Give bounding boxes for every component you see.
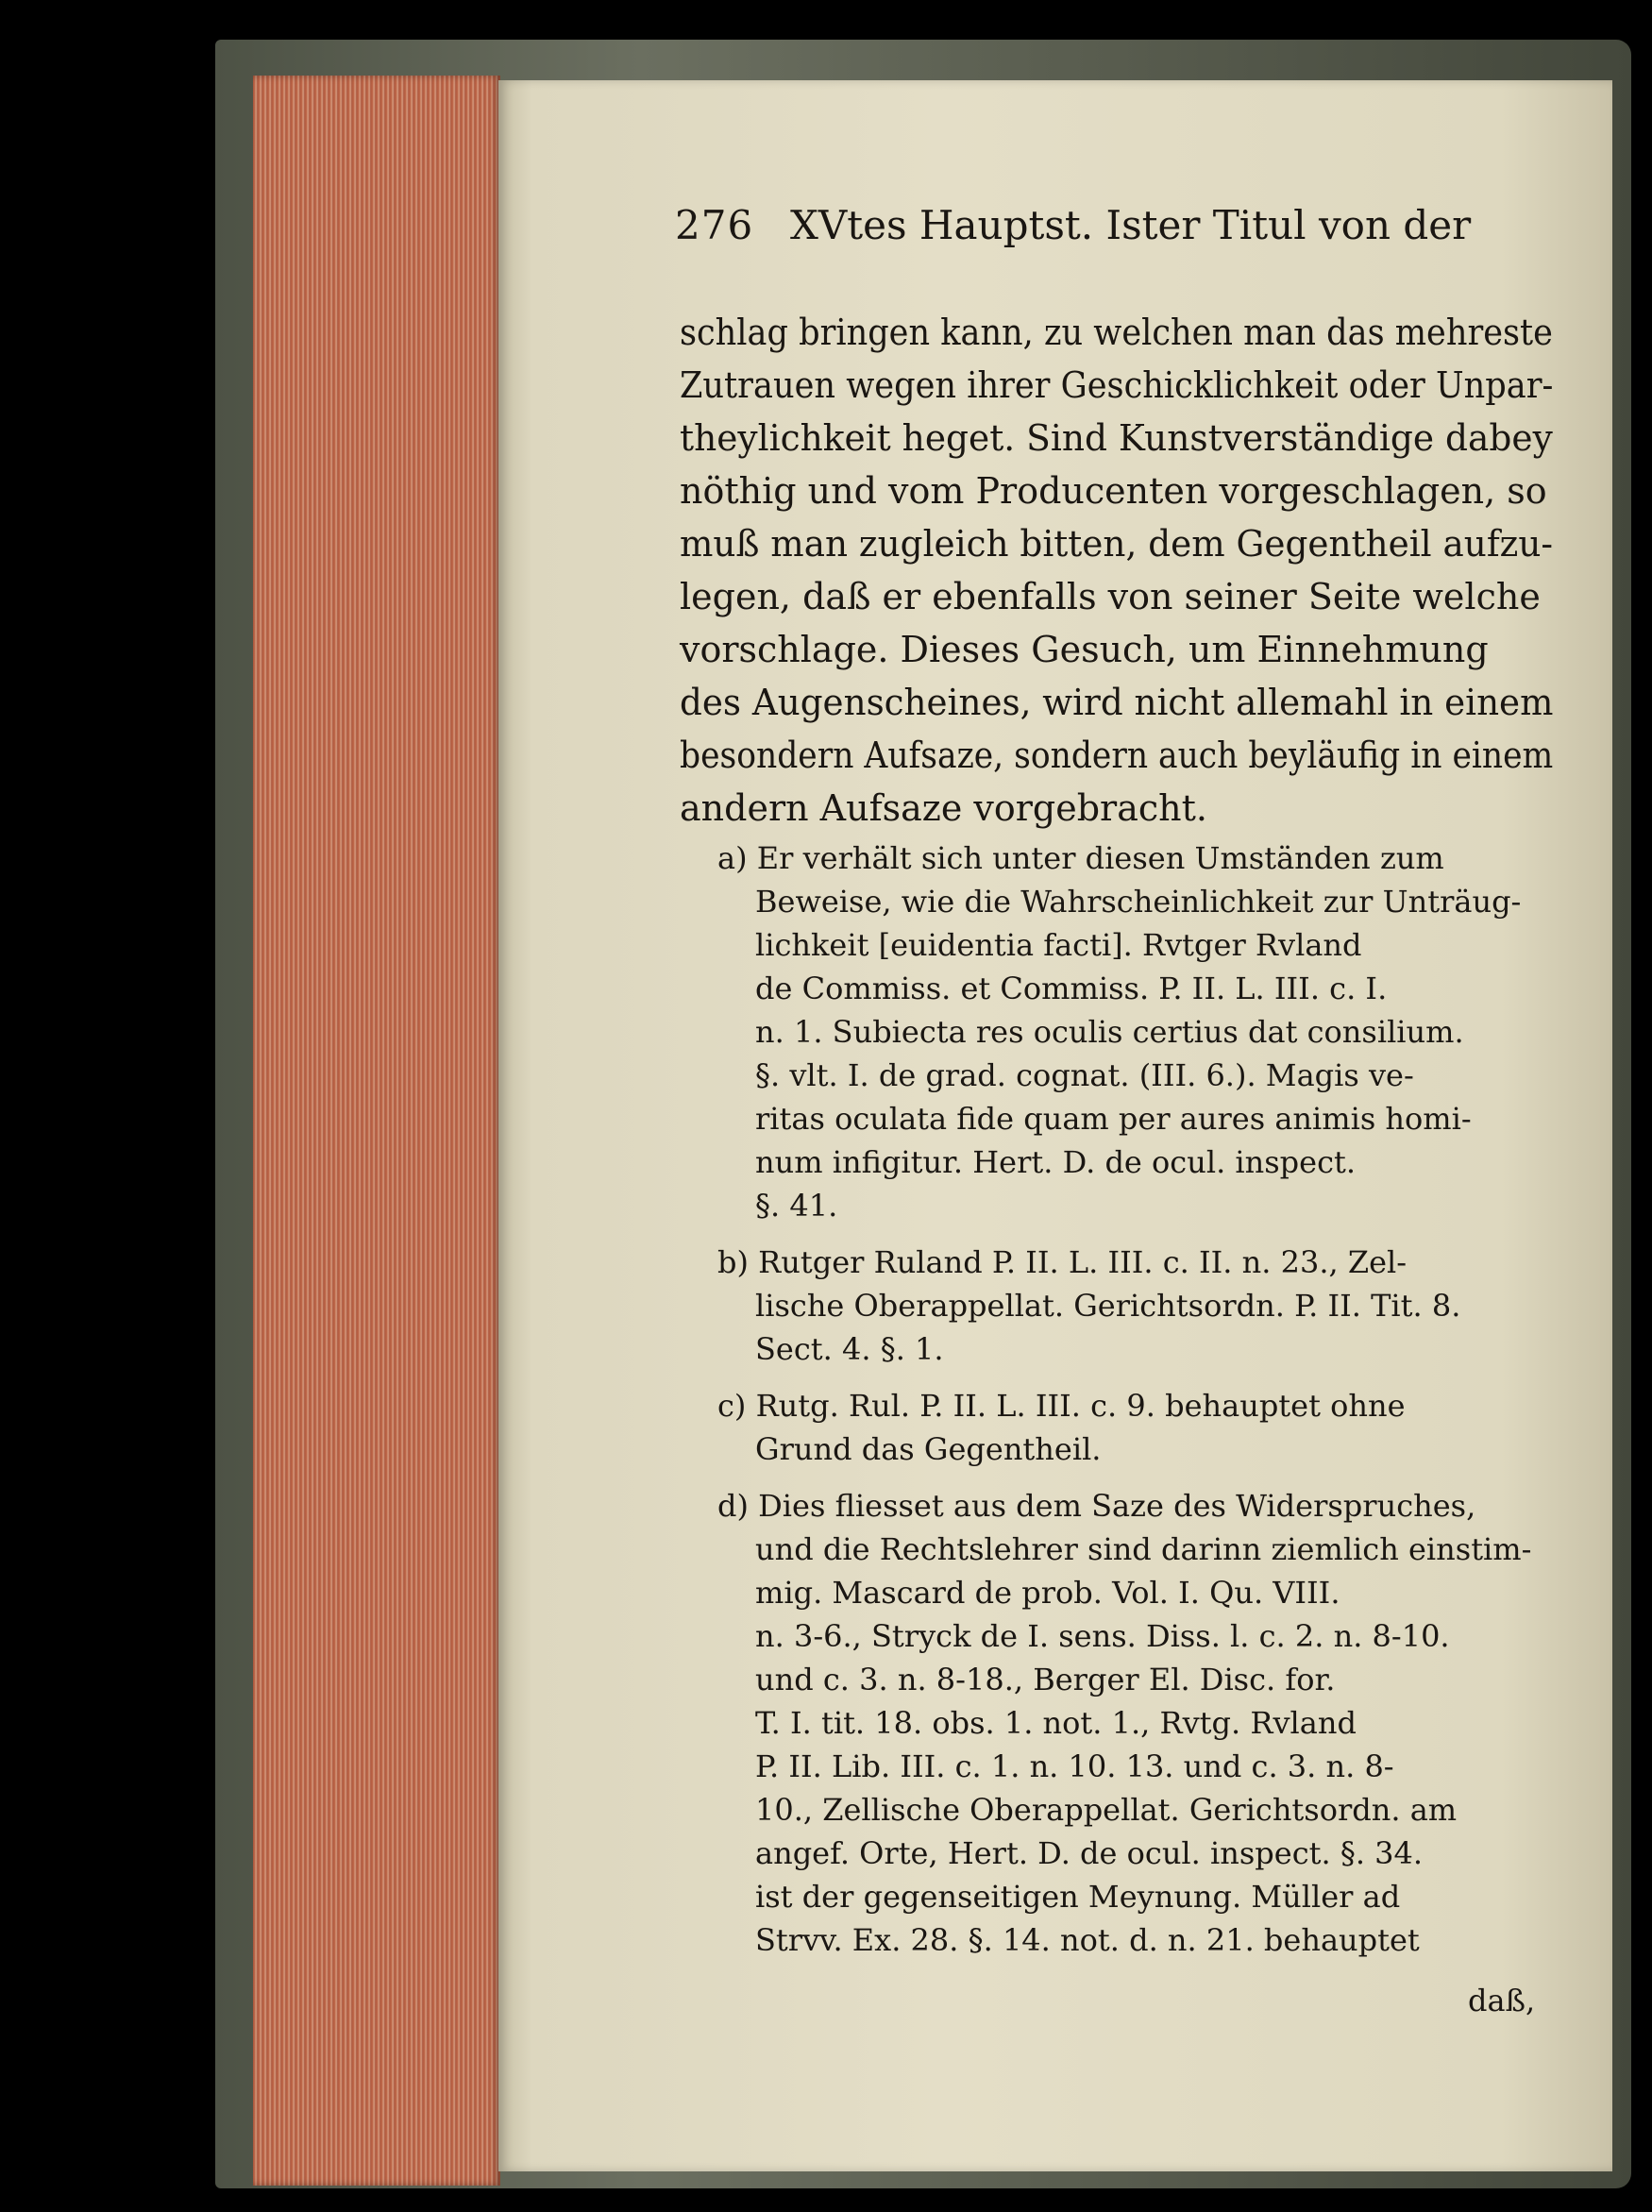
body-line: besondern Aufsaze, sondern auch beyläufig in einem: [680, 735, 1554, 776]
body-line: muß man zugleich bitten, dem Gegentheil aufzu-: [680, 523, 1554, 565]
body-line: andern Aufsaze vorgebracht.: [680, 787, 1207, 829]
footnote-line: b) Rutger Ruland P. II. L. III. c. II. n. 23., Zel-: [717, 1244, 1408, 1280]
footnote-line: ritas oculata fide quam per aures animis homi-: [755, 1101, 1472, 1137]
footnote-line: angef. Orte, Hert. D. de ocul. inspect. §. 34.: [755, 1835, 1424, 1871]
body-line: theylichkeit heget. Sind Kunstverständige dabey: [680, 417, 1553, 459]
footnote-line: Beweise, wie die Wahrscheinlichkeit zur Unträug-: [755, 884, 1522, 920]
body-line: nöthig und vom Producenten vorgeschlagen, so: [680, 470, 1547, 512]
footnote-line: Strvv. Ex. 28. §. 14. not. d. n. 21. behauptet: [755, 1922, 1420, 1958]
footnote-line: §. 41.: [755, 1188, 838, 1224]
footnote-line: n. 3-6., Stryck de I. sens. Diss. l. c. 2. n. 8-10.: [755, 1618, 1450, 1654]
body-line: Zutrauen wegen ihrer Geschicklichkeit oder Unpar-: [680, 364, 1554, 406]
footnote-line: de Commiss. et Commiss. P. II. L. III. c. I.: [755, 971, 1388, 1006]
footnote-line: lische Oberappellat. Gerichtsordn. P. II. Tit. 8.: [755, 1288, 1461, 1324]
footnote-line: c) Rutg. Rul. P. II. L. III. c. 9. behauptet ohne: [717, 1388, 1406, 1424]
footnote-line: n. 1. Subiecta res oculis certius dat consilium.: [755, 1014, 1464, 1050]
footnote-line: num infigitur. Hert. D. de ocul. inspect.: [755, 1144, 1357, 1180]
running-title: XVtes Hauptst. Ister Titul von der: [790, 202, 1472, 248]
body-line: legen, daß er ebenfalls von seiner Seite welche: [680, 576, 1541, 617]
footnote-line: ist der gegenseitigen Meynung. Müller ad: [755, 1879, 1401, 1915]
body-line: vorschlage. Dieses Gesuch, um Einnehmung: [680, 629, 1489, 670]
body-line: des Augenscheines, wird nicht allemahl in einem: [680, 682, 1554, 723]
page-number: 276: [675, 202, 754, 248]
catchword: daß,: [1468, 1983, 1536, 2018]
footnote-line: P. II. Lib. III. c. 1. n. 10. 13. und c. 3. n. 8-: [755, 1748, 1394, 1784]
footnote-line: 10., Zellische Oberappellat. Gerichtsordn. am: [755, 1792, 1458, 1828]
footnote-line: T. I. tit. 18. obs. 1. not. 1., Rvtg. Rvland: [755, 1705, 1357, 1741]
footnote-line: Grund das Gegentheil.: [755, 1431, 1102, 1467]
footnote-line: §. vlt. I. de grad. cognat. (III. 6.). Magis ve-: [755, 1057, 1414, 1093]
body-line: schlag bringen kann, zu welchen man das mehreste: [680, 312, 1553, 353]
footnote-line: mig. Mascard de prob. Vol. I. Qu. VIII.: [755, 1575, 1340, 1611]
footnote-line: lichkeit [euidentia facti]. Rvtger Rvland: [755, 927, 1362, 963]
footnote-line: und c. 3. n. 8-18., Berger El. Disc. for.: [755, 1662, 1336, 1697]
footnote-line: d) Dies fliesset aus dem Saze des Widerspruches,: [717, 1488, 1476, 1524]
footnote-line: Sect. 4. §. 1.: [755, 1331, 944, 1367]
footnote-line: a) Er verhält sich unter diesen Umständen zum: [717, 840, 1444, 876]
footnote-line: und die Rechtslehrer sind darinn ziemlich einstim-: [755, 1531, 1532, 1567]
